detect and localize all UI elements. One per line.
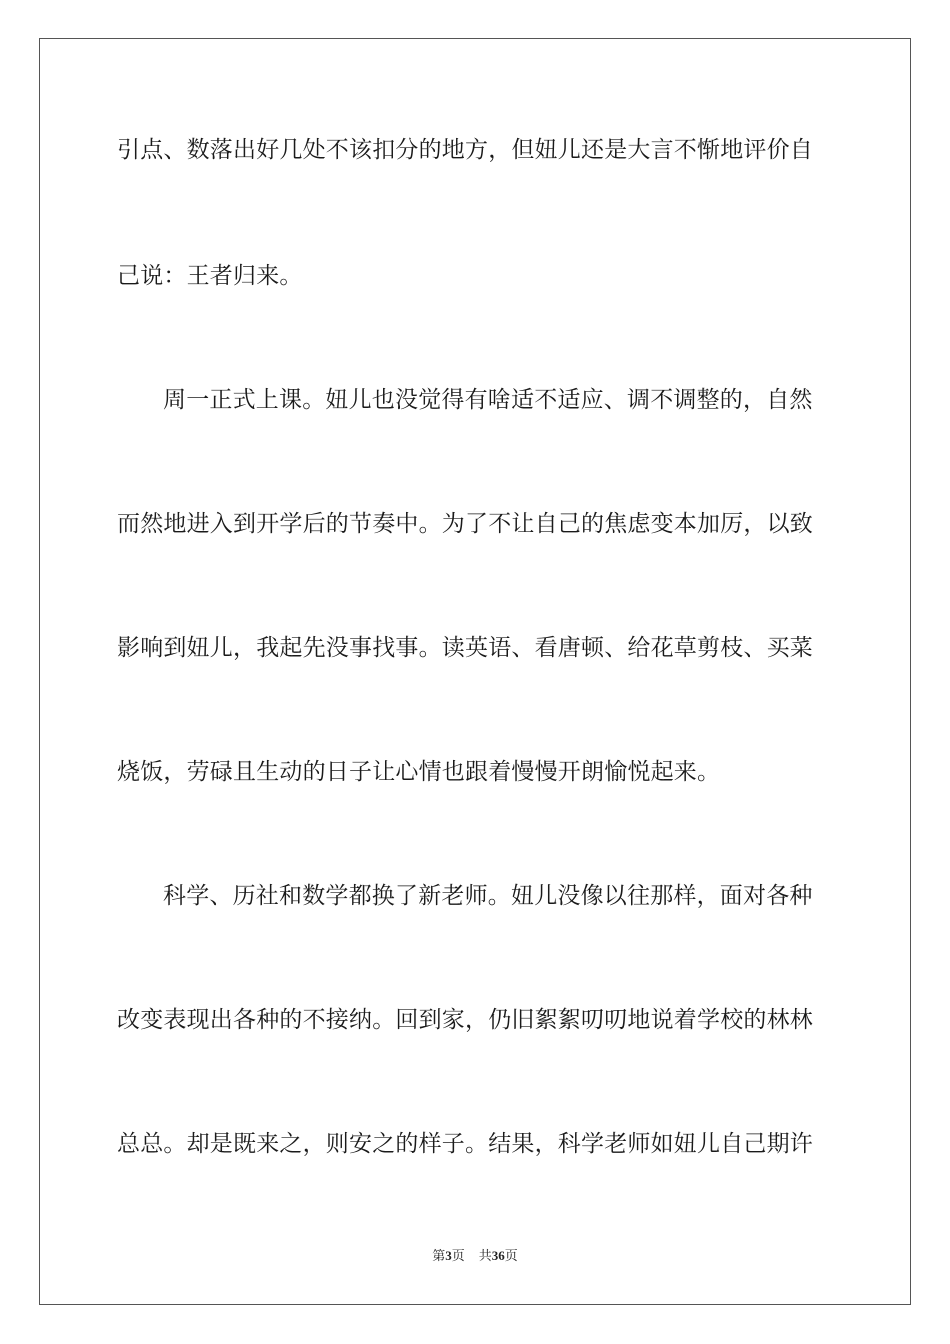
body-text-line-5: 影响到妞儿，我起先没事找事。读英语、看唐顿、给花草剪枝、买菜 [117,635,813,661]
page-suffix: 页 [451,1248,465,1263]
body-text-line-1: 引点、数落出好几处不该扣分的地方，但妞儿还是大言不惭地评价自 [117,137,813,163]
body-text-line-4: 而然地进入到开学后的节奏中。为了不让自己的焦虑变本加厉，以致 [117,511,813,537]
body-text-line-8: 改变表现出各种的不接纳。回到家，仍旧絮絮叨叨地说着学校的林林 [117,1007,813,1033]
body-text-line-6: 烧饭，劳碌且生动的日子让心情也跟着慢慢开朗愉悦起来。 [117,759,721,785]
page-prefix: 第 [432,1248,446,1263]
total-suffix: 页 [504,1248,518,1263]
page-border [39,38,911,1305]
page-footer [0,1248,950,1264]
page-number: 3 [445,1248,452,1263]
total-prefix: 共 [478,1248,492,1263]
total-pages: 36 [491,1248,505,1263]
body-text-line-9: 总总。却是既来之，则安之的样子。结果，科学老师如妞儿自己期许 [117,1131,813,1157]
body-text-line-3: 周一正式上课。妞儿也没觉得有啥适不适应、调不调整的，自然 [163,387,813,413]
body-text-line-2: 己说：王者归来。 [117,263,303,289]
body-text-line-7: 科学、历社和数学都换了新老师。妞儿没像以往那样，面对各种 [163,883,813,909]
